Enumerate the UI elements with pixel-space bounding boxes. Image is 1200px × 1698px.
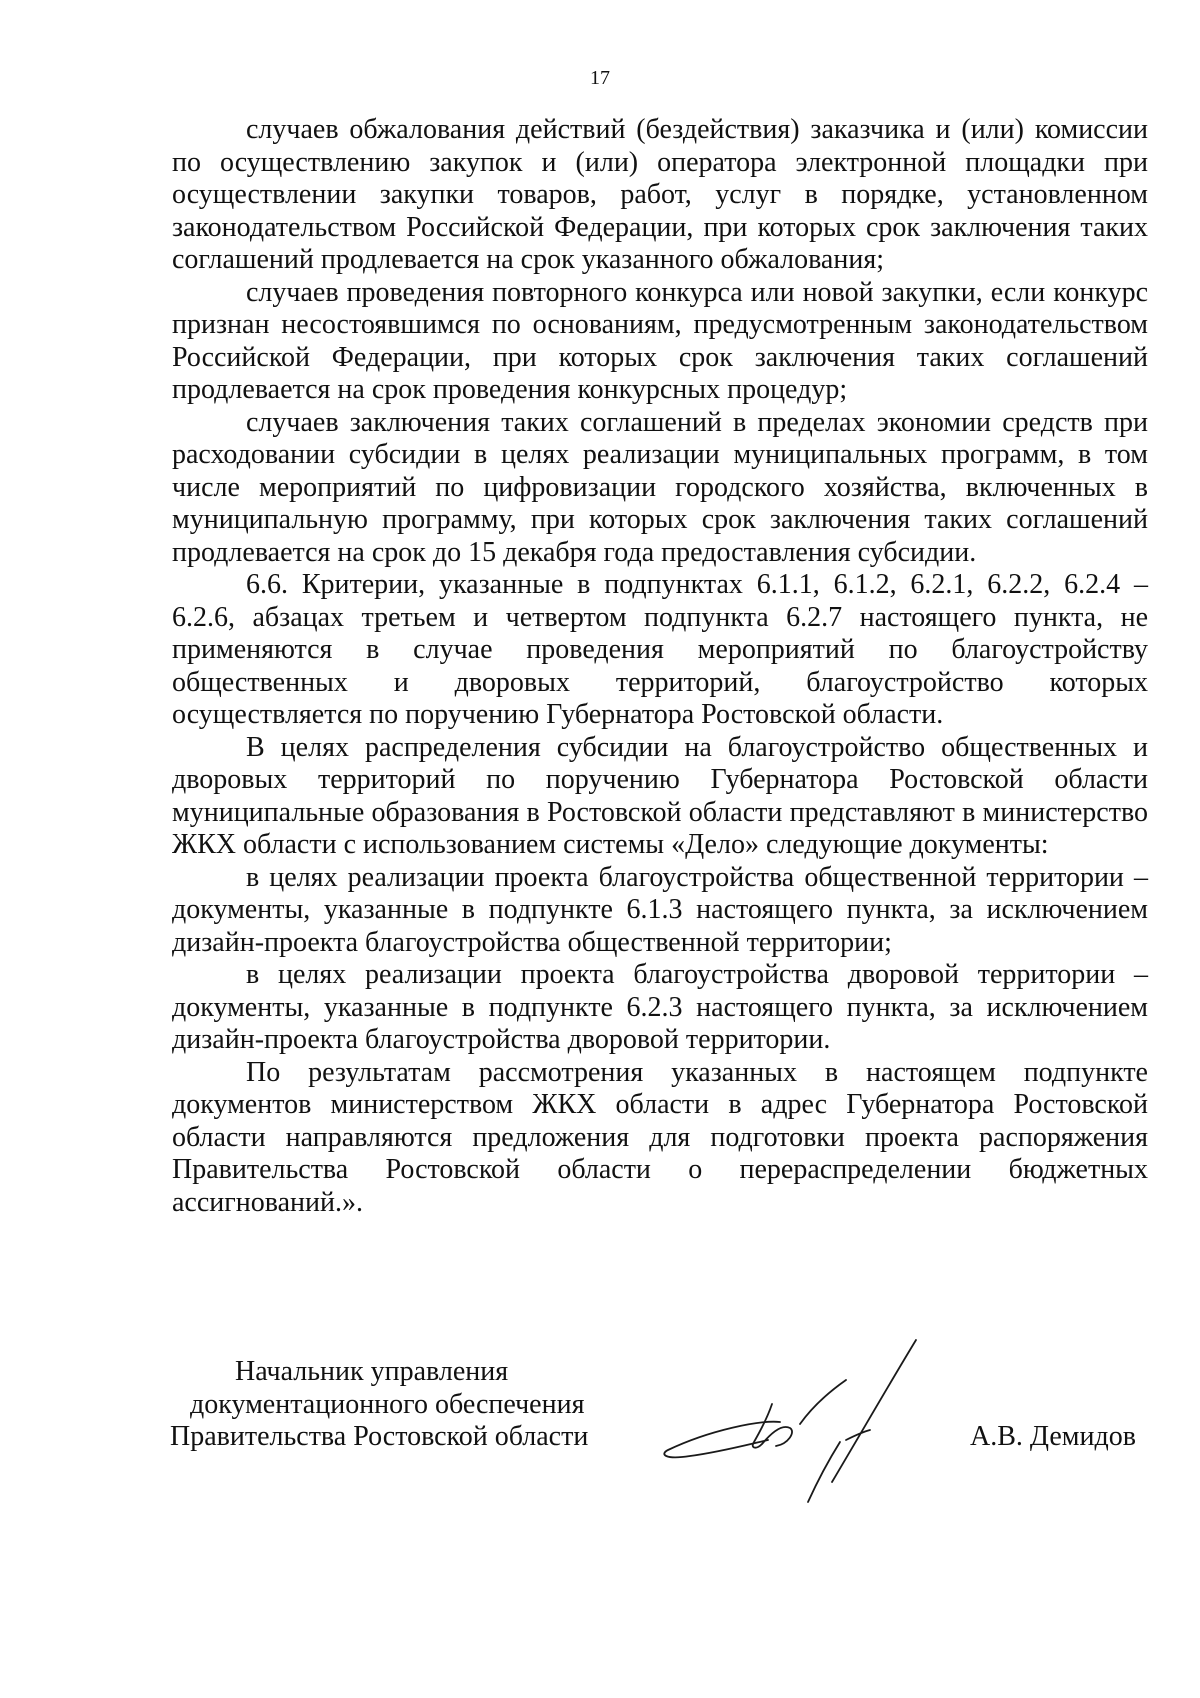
paragraph-results: По результатам рассмотрения указанных в настоящем подпункте документов министерством ЖКХ области в адрес Губернатора Ростовской области направляются предложения для подготовки проекта распоряжения Правительства Ростовской области о перераспределении бюджетных ассигнований.». <box>172 1056 1148 1218</box>
handwritten-signature <box>650 1332 950 1522</box>
paragraph-appeal-cases: случаев обжалования действий (бездействия) заказчика и (или) комиссии по осуществлению закупок и (или) оператора электронной площадки при осуществлении закупки товаров, работ, услуг в порядке, установленном законодательством Российской Федерации, при которых срок заключения таких соглашений продлевается на срок указанного обжалования; <box>172 114 1148 275</box>
page-number: 17 <box>590 67 610 89</box>
signature-block <box>150 1356 1150 1516</box>
signatory-title <box>170 1356 610 1454</box>
signatory-title-line: Правительства Ростовской области <box>170 1421 589 1452</box>
paragraph-repeat-tender: случаев проведения повторного конкурса или новой закупки, если конкурс признан несостоявшимся по основаниям, предусмотренным законодательством Российской Федерации, при которых срок заключения таких соглашений продлевается на срок проведения конкурсных процедур; <box>172 276 1148 405</box>
paragraph-distribution: В целях распределения субсидии на благоустройство общественных и дворовых территорий по поручению Губернатора Ростовской области муниципальные образования в Ростовской области представляют в министерство ЖКХ области с использованием системы «Дело» следующие документы: <box>172 731 1148 860</box>
document-body <box>172 114 1148 1219</box>
signatory-title-line: Начальник управления <box>235 1356 509 1387</box>
paragraph-criteria-6-6: 6.6. Критерии, указанные в подпунктах 6.1.1, 6.1.2, 6.2.1, 6.2.2, 6.2.4 – 6.2.6, абзацах третьем и четвертом подпункта 6.2.7 настоящего пункта, не применяются в случае проведения мероприятий по благоустройству общественных и дворовых территорий, благоустройство которых осуществляется по поручению Губернатора Ростовской области. <box>172 569 1148 730</box>
paragraph-courtyard-territory: в целях реализации проекта благоустройства дворовой территории – документы, указанные в подпункте 6.2.3 настоящего пункта, за исключением дизайн-проекта благоустройства дворовой территории. <box>172 959 1148 1055</box>
paragraph-savings: случаев заключения таких соглашений в пределах экономии средств при расходовании субсидии в целях реализации муниципальных программ, в том числе мероприятий по цифровизации городского хозяйства, включенных в муниципальную программу, при которых срок заключения таких соглашений продлевается на срок до 15 декабря года предоставления субсидии. <box>172 406 1148 568</box>
signatory-title-line: документационного обеспечения <box>190 1388 585 1420</box>
paragraph-public-territory: в целях реализации проекта благоустройства общественной территории – документы, указанные в подпункте 6.1.3 настоящего пункта, за исключением дизайн-проекта благоустройства общественной территории; <box>172 861 1148 958</box>
signatory-name: А.В. Демидов <box>970 1421 1136 1452</box>
